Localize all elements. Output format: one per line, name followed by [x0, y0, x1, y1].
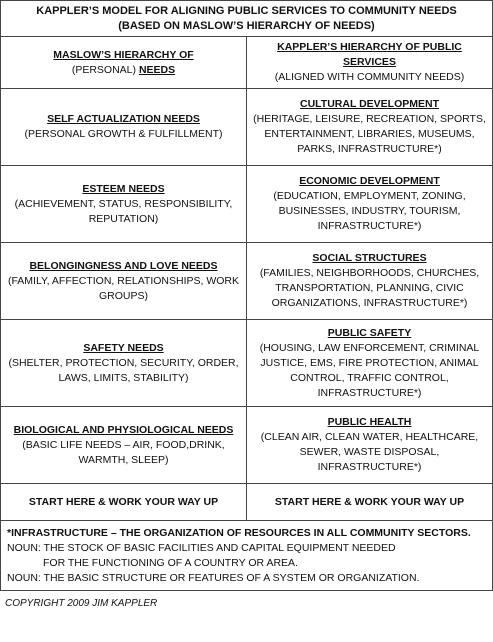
footnote-noun-1: NOUN: THE STOCK OF BASIC FACILITIES AND CAPITAL EQUIPMENT NEEDED: [7, 542, 396, 554]
copyright: COPYRIGHT 2009 JIM KAPPLER: [5, 598, 158, 609]
right-column-heading: KAPPLER’S HIERARCHY OF PUBLIC SERVICES: [277, 41, 462, 68]
service-description: (FAMILIES, NEIGHBORHOODS, CHURCHES, TRANSPORTATION, PLANNING, CIVIC ORGANIZATIONS, INFRASTRUCTURE*): [259, 267, 480, 309]
need-description: (PERSONAL GROWTH & FULFILLMENT): [24, 128, 223, 140]
service-title: CULTURAL DEVELOPMENT: [299, 98, 440, 110]
service-cell: [247, 243, 493, 320]
table-row: [1, 166, 493, 243]
document-subtitle: (BASED ON MASLOW’S HIERARCHY OF NEEDS): [118, 20, 375, 32]
footnote-noun-2: NOUN: THE BASIC STRUCTURE OR FEATURES OF A SYSTEM OR ORGANIZATION.: [7, 572, 420, 584]
need-description: (BASIC LIFE NEEDS – AIR, FOOD,DRINK, WARMTH, SLEEP): [22, 438, 225, 466]
document-title: KAPPLER’S MODEL FOR ALIGNING PUBLIC SERVICES TO COMMUNITY NEEDS: [36, 5, 457, 17]
left-column-header: [1, 37, 247, 89]
start-left: START HERE & WORK YOUR WAY UP: [1, 484, 247, 521]
left-subheading-prefix: (PERSONAL): [71, 63, 139, 76]
footnote-title: *INFRASTRUCTURE – THE ORGANIZATION OF RESOURCES IN ALL COMMUNITY SECTORS.: [7, 527, 471, 539]
need-description: (ACHIEVEMENT, STATUS, RESPONSIBILITY, REPUTATION): [14, 197, 233, 225]
table-row: [1, 89, 493, 166]
need-cell: [1, 320, 247, 407]
need-cell: [1, 243, 247, 320]
service-cell: [247, 320, 493, 407]
need-cell: [1, 407, 247, 484]
service-cell: [247, 89, 493, 166]
table-row: [1, 320, 493, 407]
right-column-header: [247, 37, 493, 89]
start-row: [1, 484, 493, 521]
table-row: [1, 407, 493, 484]
need-cell: [1, 166, 247, 243]
service-description: (CLEAN AIR, CLEAN WATER, HEALTHCARE, SEWER, WASTE DISPOSAL, INFRASTRUCTURE*): [260, 431, 479, 473]
service-description: (EDUCATION, EMPLOYMENT, ZONING, BUSINESSES, INDUSTRY, TOURISM, INFRASTRUCTURE*): [273, 190, 466, 232]
service-title: SOCIAL STRUCTURES: [312, 252, 427, 264]
footnote-noun-1-continued: FOR THE FUNCTIONING OF A COUNTRY OR AREA.: [43, 557, 298, 569]
service-title: PUBLIC SAFETY: [327, 326, 412, 339]
service-title: PUBLIC HEALTH: [327, 416, 412, 428]
left-subheading-needs: NEEDS: [138, 63, 176, 76]
start-right: START HERE & WORK YOUR WAY UP: [247, 484, 493, 521]
service-cell: [247, 407, 493, 484]
title-cell: [1, 1, 493, 37]
service-cell: [247, 166, 493, 243]
need-title: BIOLOGICAL AND PHYSIOLOGICAL NEEDS: [13, 423, 234, 436]
need-title: SAFETY NEEDS: [83, 341, 164, 354]
need-title: SELF ACTUALIZATION NEEDS: [47, 113, 200, 125]
table-row: [1, 243, 493, 320]
left-column-heading: MASLOW’S HIERARCHY OF: [53, 48, 194, 61]
need-title: BELONGINGNESS AND LOVE NEEDS: [29, 259, 218, 272]
need-title: ESTEEM NEEDS: [82, 182, 165, 195]
need-cell: [1, 89, 247, 166]
service-description: (HERITAGE, LEISURE, RECREATION, SPORTS, ENTERTAINMENT, LIBRARIES, MUSEUMS, PARKS, INFRASTRUCTURE*): [253, 113, 486, 155]
footnote-cell: [1, 521, 493, 591]
left-column-subheading: [7, 63, 240, 78]
service-title: ECONOMIC DEVELOPMENT: [299, 175, 440, 187]
need-description: (SHELTER, PROTECTION, SECURITY, ORDER, LAWS, LIMITS, STABILITY): [8, 356, 239, 384]
service-description: (HOUSING, LAW ENFORCEMENT, CRIMINAL JUSTICE, EMS, FIRE PROTECTION, ANIMAL CONTROL, TRAFFIC CONTROL, INFRASTRUCTURE*): [259, 341, 480, 399]
need-description: (FAMILY, AFFECTION, RELATIONSHIPS, WORK GROUPS): [7, 274, 240, 302]
right-column-subheading: (ALIGNED WITH COMMUNITY NEEDS): [274, 71, 465, 83]
